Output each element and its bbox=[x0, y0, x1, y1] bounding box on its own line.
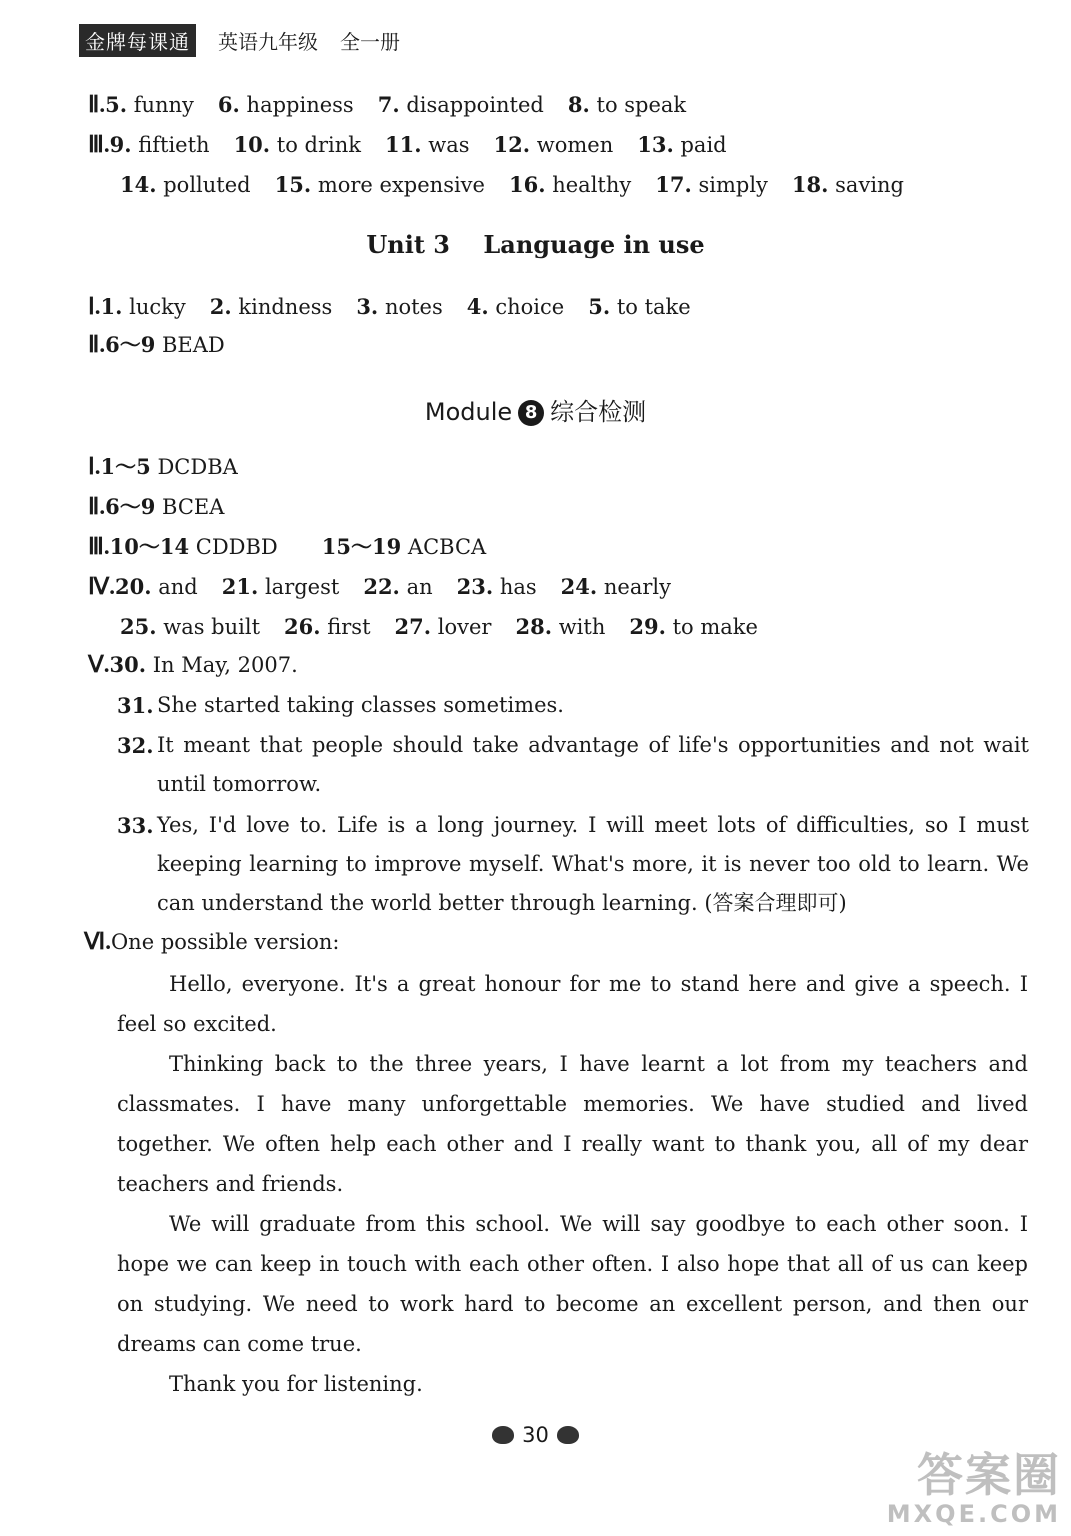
answer-row-ii: Ⅱ.5. funny 6. happiness 7. disappointed 8. to speak bbox=[88, 92, 687, 117]
watermark-url: MXQE.COM bbox=[886, 1500, 1061, 1528]
answer-row-i: Ⅰ.1. lucky 2. kindness 3. notes 4. choice 5. to take bbox=[88, 294, 691, 319]
module-title: Module 8 综合检测 bbox=[424, 398, 647, 426]
question-number: 32. bbox=[117, 733, 154, 758]
essay-paragraph: Hello, everyone. It's a great honour for me to stand here and give a speech. I feel so excited. bbox=[117, 972, 1028, 1036]
answer-row-iv: Ⅳ.20. and 21. largest 22. an 23. has 24. nearly bbox=[88, 574, 671, 599]
question-number: 33. bbox=[117, 813, 154, 838]
subject-label: 英语九年级 bbox=[218, 29, 318, 54]
brand-label: 金牌每课通 bbox=[79, 24, 196, 57]
answer-row-iv-cont: 25. was built 26. first 27. lover 28. with 29. to make bbox=[120, 614, 758, 639]
section-numeral: Ⅲ. bbox=[88, 132, 110, 157]
answer-row-ii: Ⅱ.6～9 BEAD bbox=[88, 332, 225, 357]
unit-title: Unit 3 Language in use bbox=[366, 230, 705, 259]
watermark-logo-text: 答案圈 bbox=[917, 1448, 1061, 1502]
answer-33: Yes, I'd love to. Life is a long journey. I will meet lots of difficulties, so I must keeping learning to improve myself. What's more, it is never too old to learn. We can understand the world better through learning. (答案合理即可) bbox=[157, 813, 1029, 915]
answer-row-iii: Ⅲ.10～14 CDDBD 15～19 ACBCA bbox=[88, 534, 487, 559]
answer-32: It meant that people should take advantage of life's opportunities and not wait until tomorrow. bbox=[157, 733, 1029, 796]
page-number: 30 bbox=[0, 1423, 1071, 1447]
answer-31: She started taking classes sometimes. bbox=[157, 693, 564, 717]
volume-label: 全一册 bbox=[340, 29, 400, 54]
essay-paragraph: Thinking back to the three years, I have learnt a lot from my teachers and classmates. I have many unforgettable memories. We have studied and lived together. We often help each other and I really want to thank you, all of my dear teachers and friends. bbox=[117, 1052, 1028, 1196]
answer-row-vi: Ⅵ.One possible version: bbox=[84, 929, 340, 954]
essay-paragraph: Thank you for listening. bbox=[169, 1372, 423, 1396]
watermark bbox=[887, 1450, 1061, 1528]
essay-paragraph: We will graduate from this school. We will say goodbye to each other soon. I hope we can keep in touch with each other often. I also hope that all of us can keep on studying. We need to work hard to become an excellent person, and then our dreams can come true. bbox=[117, 1212, 1028, 1356]
leaf-icon bbox=[492, 1426, 514, 1444]
answer-row-v: Ⅴ.30. In May, 2007. bbox=[88, 652, 298, 677]
module-number-badge: 8 bbox=[518, 400, 544, 426]
sample-essay bbox=[117, 964, 1028, 1404]
leaf-icon bbox=[557, 1426, 579, 1444]
section-numeral: Ⅱ. bbox=[88, 92, 106, 117]
page-header bbox=[79, 25, 400, 55]
question-number: 31. bbox=[117, 693, 154, 718]
answer-row-iii: Ⅲ.9. fiftieth 10. to drink 11. was 12. women 13. paid bbox=[88, 132, 727, 157]
answer-row-i: Ⅰ.1～5 DCDBA bbox=[88, 454, 238, 479]
answer-row-iii-cont: 14. polluted 15. more expensive 16. healthy 17. simply 18. saving bbox=[120, 172, 905, 197]
answer-row-ii: Ⅱ.6～9 BCEA bbox=[88, 494, 225, 519]
